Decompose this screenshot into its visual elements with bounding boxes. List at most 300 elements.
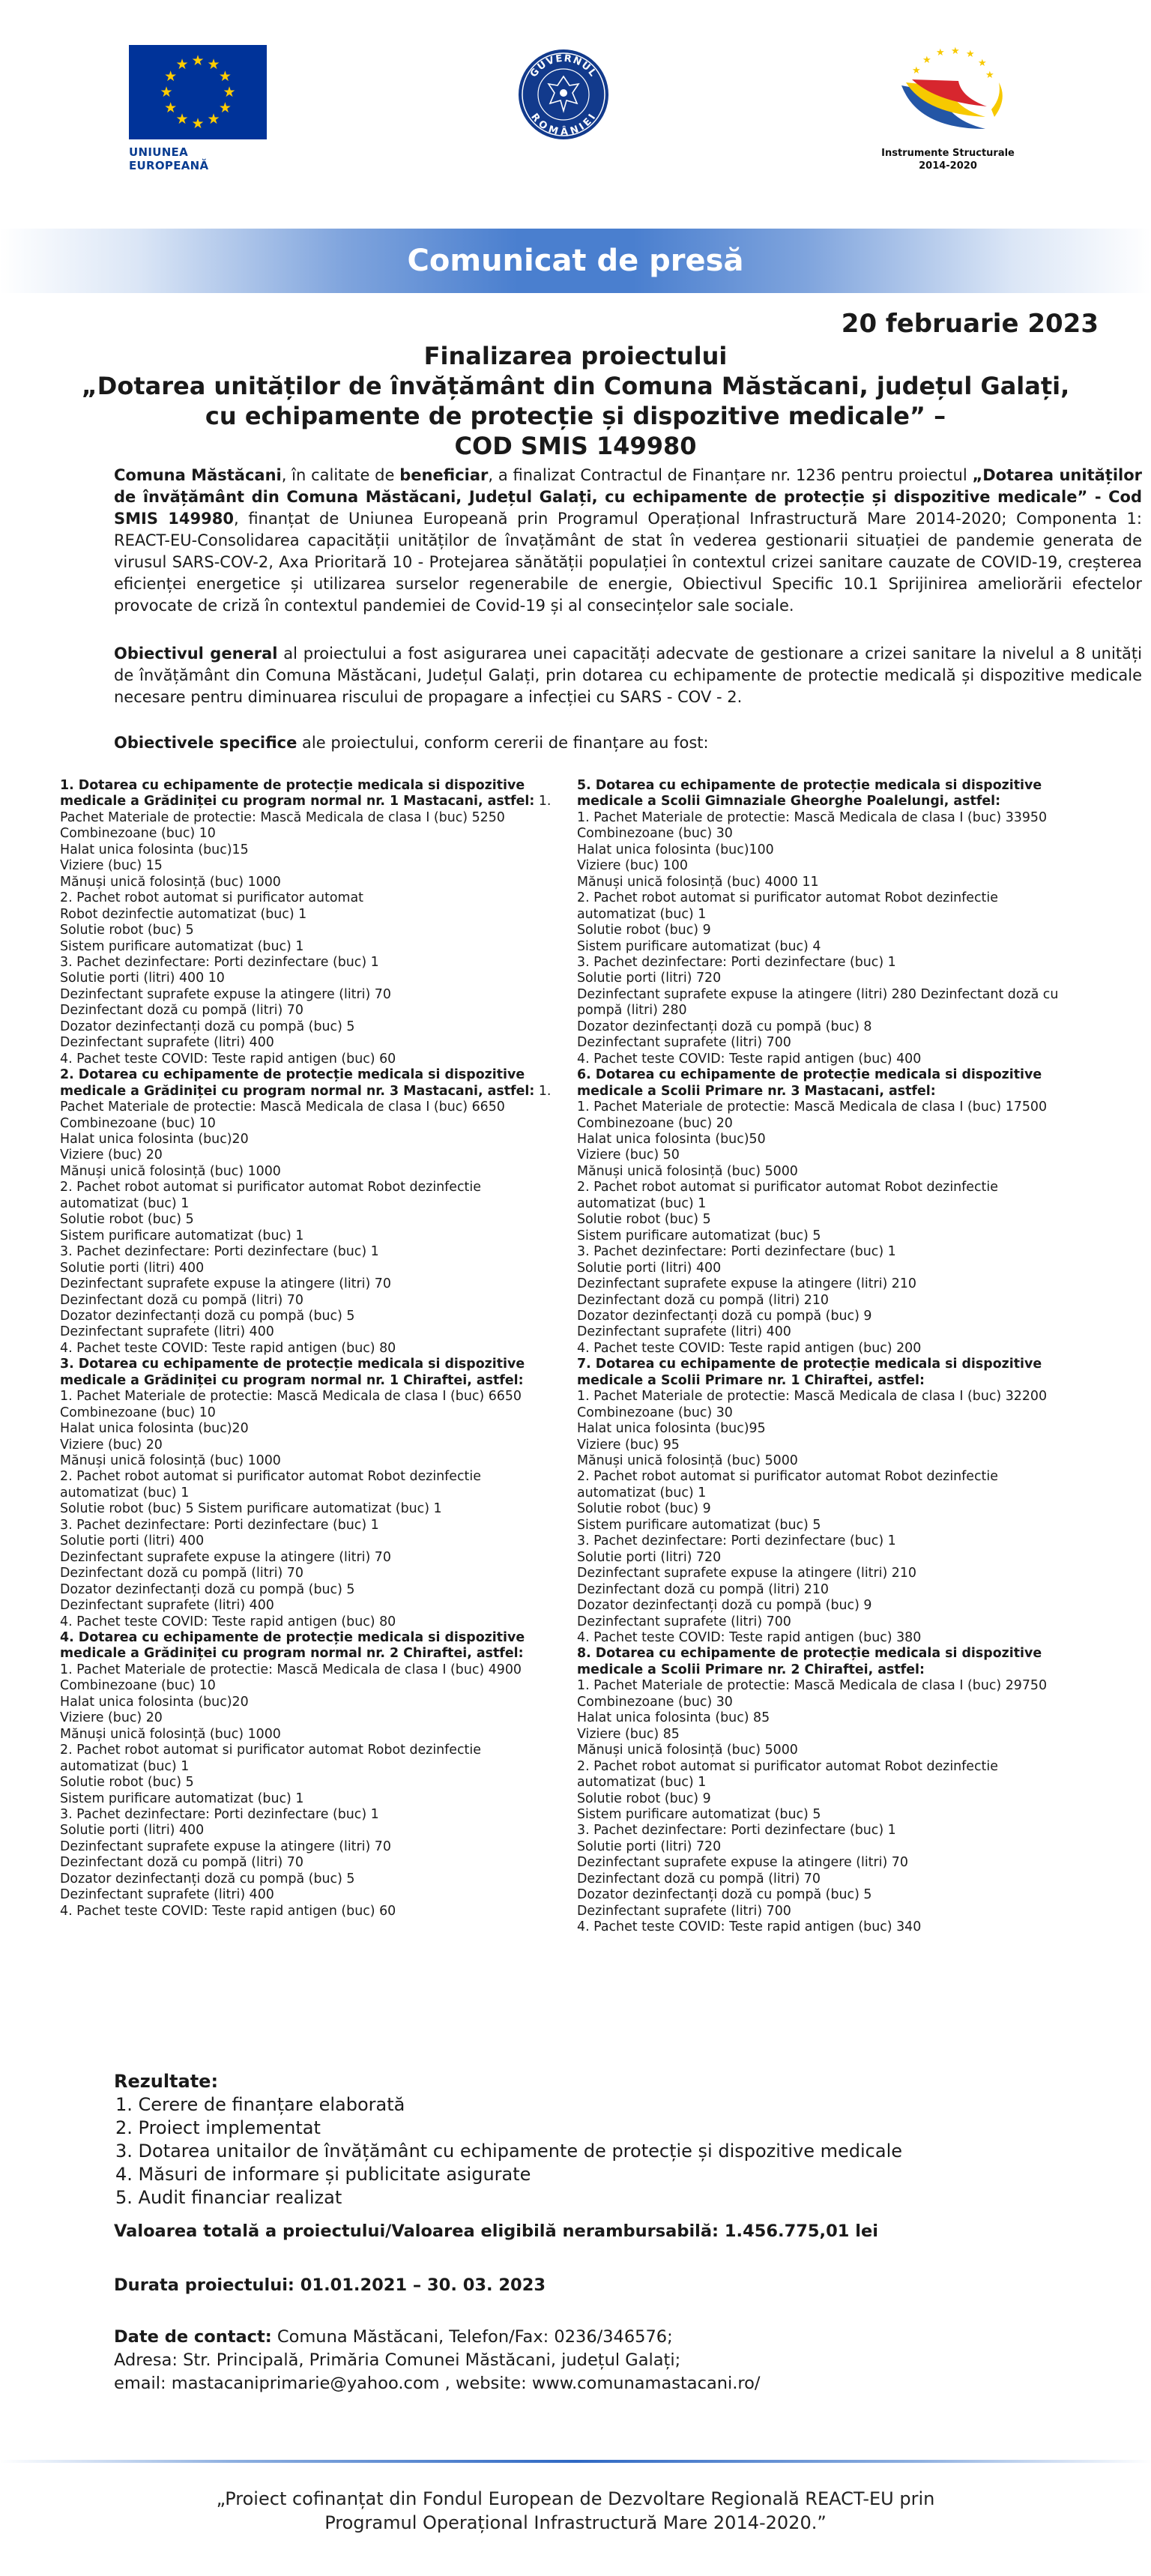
objective-item-text: Dozator dezinfectanți doză cu pompă (buc) 5 <box>60 1308 355 1324</box>
objective-item-text: Sistem purificare automatizat (buc) 1 <box>60 1791 304 1806</box>
objective-item-text: 1. Pachet Materiale de protectie: Mască Medicala de clasa I (buc) 17500 <box>577 1100 1048 1115</box>
objective-item-text: Sistem purificare automatizat (buc) 5 <box>577 1228 821 1243</box>
objective-heading-text: medicale a Grădiniței cu program normal nr. 1 Chiraftei, astfel: <box>60 1372 524 1388</box>
objective-item-text: Solutie robot (buc) 5 <box>577 1212 711 1228</box>
objective-line <box>60 1533 584 1549</box>
document-title <box>75 341 1076 461</box>
objective-line <box>577 939 1102 955</box>
objective-item-text: Dezinfectant doză cu pompă (litri) 70 <box>577 1871 821 1886</box>
objective-line <box>60 1261 584 1276</box>
objective-item-text: Solutie robot (buc) 5 Sistem purificare automatizat (buc) 1 <box>60 1501 442 1517</box>
objective-item-text: automatizat (buc) 1 <box>577 1775 707 1791</box>
objective-item-text: Halat unica folosinta (buc)50 <box>577 1131 766 1147</box>
general-objective-text: al proiectului a fost asigurarea unei capacități adecvate de gestionare a crizei sanitare la nivelul a 8 unități de învățământ din Comuna Măstăcani, Județul Galați, prin dotarea cu echipamente de protectie medicală și dispozitive medicale necesare pentru diminuarea riscului de propagare a infecției cu SARS - COV - 2. <box>114 645 1142 706</box>
objective-line <box>577 1341 1102 1357</box>
objective-line <box>60 875 584 890</box>
objective-line <box>60 1501 584 1517</box>
objective-item-text: 1. Pachet Materiale de protectie: Mască Medicala de clasa I (buc) 32200 <box>577 1389 1048 1405</box>
objective-item-text: Dezinfectant suprafete (litri) 700 <box>577 1035 791 1051</box>
specific-objectives-paragraph <box>114 732 1142 754</box>
objective-item-text: 2. Pachet robot automat si purificator automat Robot dezinfectie <box>577 890 998 906</box>
objective-line <box>577 794 1102 809</box>
objective-item-text: 1. Pachet Materiale de protectie: Mască Medicala de clasa I (buc) 6650 <box>60 1389 522 1405</box>
objective-line <box>577 1084 1102 1100</box>
objective-item-text: 4. Pachet teste COVID: Teste rapid antigen (buc) 340 <box>577 1919 922 1935</box>
objective-heading-text: medicale a Scolii Primare nr. 1 Chiraftei, astfel: <box>577 1372 925 1388</box>
objective-line <box>60 1550 584 1566</box>
objective-item-text: automatizat (buc) 1 <box>60 1195 190 1211</box>
objective-item-text: Viziere (buc) 100 <box>577 858 688 874</box>
objective-item-text: automatizat (buc) 1 <box>577 1195 707 1211</box>
objective-heading-text: 3. Dotarea cu echipamente de protecție medicala si dispozitive <box>60 1357 525 1372</box>
eu-star-icon: ★ <box>175 56 189 73</box>
objective-item-text: 1. <box>534 1083 552 1099</box>
objective-heading-text: 7. Dotarea cu echipamente de protecție medicala si dispozitive <box>577 1357 1042 1372</box>
objective-item-text: Dezinfectant suprafete expuse la atingere (litri) 280 Dezinfectant doză cu <box>577 986 1059 1002</box>
objective-line <box>577 1469 1102 1485</box>
objective-item-text: Mănuși unică folosință (buc) 4000 11 <box>577 874 819 890</box>
objective-line <box>60 1582 584 1598</box>
objective-line <box>60 810 584 826</box>
objective-line <box>577 1791 1102 1807</box>
objective-line <box>577 1630 1102 1646</box>
objective-line <box>60 923 584 938</box>
objective-line <box>577 1164 1102 1180</box>
objective-line <box>60 778 584 794</box>
objective-line <box>60 1035 584 1051</box>
objective-line <box>60 794 584 809</box>
general-objective-label: Obiectivul general <box>114 645 278 663</box>
objective-item-text: automatizat (buc) 1 <box>577 1485 707 1500</box>
objective-line <box>577 1035 1102 1051</box>
objective-line <box>577 1759 1102 1775</box>
objective-line <box>60 987 584 1003</box>
eu-star-icon: ★ <box>191 52 205 69</box>
result-item: 4. Măsuri de informare și publicitate asigurate <box>115 2164 531 2185</box>
objective-item-text: Halat unica folosinta (buc)20 <box>60 1421 249 1437</box>
objective-item-text: 4. Pachet teste COVID: Teste rapid antigen (buc) 400 <box>577 1051 922 1067</box>
objective-line <box>577 1646 1102 1662</box>
objective-line <box>60 1100 584 1115</box>
objective-line <box>577 1261 1102 1276</box>
objective-line <box>60 1630 584 1646</box>
objective-line <box>577 875 1102 890</box>
objective-line <box>577 1518 1102 1533</box>
objective-line <box>577 1662 1102 1678</box>
eu-star-icon: ★ <box>218 99 232 116</box>
objective-item-text: Solutie porti (litri) 400 <box>577 1260 722 1276</box>
objective-item-text: Solutie porti (litri) 400 <box>60 1823 205 1839</box>
objective-line <box>60 1228 584 1244</box>
objective-item-text: Solutie robot (buc) 9 <box>577 1501 711 1517</box>
project-value: Valoarea totală a proiectului/Valoarea eligibilă nerambursabilă: 1.456.775,01 lei <box>114 2221 878 2241</box>
objective-line <box>60 1341 584 1357</box>
objective-line <box>60 1067 584 1083</box>
objective-line <box>577 1373 1102 1389</box>
objective-line <box>577 1438 1102 1453</box>
objective-item-text: pompă (litri) 280 <box>577 1003 687 1019</box>
footer-line-2: Programul Operațional Infrastructură Mare 2014-2020.” <box>324 2512 827 2533</box>
objective-item-text: Dezinfectant doză cu pompă (litri) 210 <box>577 1581 830 1597</box>
objective-item-text: 4. Pachet teste COVID: Teste rapid antigen (buc) 80 <box>60 1614 396 1629</box>
objective-line <box>577 826 1102 842</box>
objective-item-text: Sistem purificare automatizat (buc) 1 <box>60 1228 304 1243</box>
objective-item-text: Halat unica folosinta (buc)100 <box>577 842 774 857</box>
objective-item-text: Halat unica folosinta (buc) 85 <box>577 1710 770 1726</box>
svg-text:★: ★ <box>966 49 975 60</box>
objective-heading-text: medicale a Grădiniței cu program normal nr. 3 Mastacani, astfel: <box>60 1083 535 1099</box>
objective-line <box>577 1324 1102 1340</box>
objective-line <box>60 1212 584 1228</box>
objective-heading-text: 6. Dotarea cu echipamente de protecție medicala si dispozitive <box>577 1067 1042 1083</box>
footer-divider <box>0 2460 1151 2463</box>
objective-line <box>577 1919 1102 1935</box>
svg-text:★: ★ <box>978 58 987 69</box>
objective-line <box>60 1405 584 1421</box>
objective-line <box>60 1678 584 1694</box>
objective-line <box>60 1727 584 1743</box>
objective-line <box>577 1405 1102 1421</box>
objective-item-text: Mănuși unică folosință (buc) 1000 <box>60 1726 281 1742</box>
structural-instruments-logo <box>873 45 1023 172</box>
objective-line <box>60 1084 584 1100</box>
objective-item-text: Dozator dezinfectanți doză cu pompă (buc) 8 <box>577 1019 872 1034</box>
results-heading: Rezultate: <box>114 2071 219 2092</box>
objective-line <box>60 1904 584 1919</box>
objective-item-text: 2. Pachet robot automat si purificator automat Robot dezinfectie <box>60 1743 481 1758</box>
objective-line <box>577 1116 1102 1132</box>
objective-item-text: 4. Pachet teste COVID: Teste rapid antigen (buc) 200 <box>577 1340 922 1356</box>
intro-text-1: , în calitate de <box>281 466 400 484</box>
result-item: 2. Proiect implementat <box>115 2117 321 2138</box>
release-date: 20 februarie 2023 <box>841 309 1099 339</box>
objective-item-text: 3. Pachet dezinfectare: Porti dezinfectare (buc) 1 <box>577 1823 896 1839</box>
objective-item-text: Dozator dezinfectanți doză cu pompă (buc) 9 <box>577 1308 872 1324</box>
objective-line <box>577 842 1102 858</box>
result-item: 5. Audit financiar realizat <box>115 2187 342 2208</box>
footer-line-1: „Proiect cofinanțat din Fondul European de Dezvoltare Regională REACT-EU prin <box>216 2488 935 2509</box>
objective-item-text: Combinezoane (buc) 30 <box>577 1405 733 1420</box>
objective-item-text: Dezinfectant doză cu pompă (litri) 70 <box>60 1855 303 1871</box>
objectives-left-column <box>60 778 584 1919</box>
objective-item-text: Viziere (buc) 85 <box>577 1726 680 1742</box>
objective-item-text: 4. Pachet teste COVID: Teste rapid antigen (buc) 80 <box>60 1340 396 1356</box>
contact-section <box>114 2326 761 2395</box>
objective-line <box>577 1019 1102 1035</box>
objective-line <box>577 890 1102 906</box>
objective-line <box>60 1357 584 1372</box>
result-item: 1. Cerere de finanțare elaborată <box>115 2094 405 2115</box>
contact-address: Adresa: Str. Principală, Primăria Comunei Măstăcani, județul Galați; <box>114 2350 681 2370</box>
objective-line <box>577 1871 1102 1887</box>
svg-text:★: ★ <box>951 46 960 57</box>
objective-item-text: automatizat (buc) 1 <box>60 1758 190 1774</box>
objective-item-text: Solutie robot (buc) 9 <box>577 923 711 938</box>
objective-line <box>577 1598 1102 1614</box>
objective-line <box>577 1228 1102 1244</box>
objectives-right-column <box>577 778 1102 1936</box>
objective-line <box>60 1244 584 1260</box>
objective-heading-text: medicale a Scolii Primare nr. 2 Chiraftei, astfel: <box>577 1662 925 1677</box>
objective-line <box>577 1453 1102 1469</box>
objective-line <box>60 1807 584 1823</box>
objective-line <box>577 1550 1102 1566</box>
objective-item-text: Dezinfectant suprafete expuse la atingere (litri) 70 <box>60 1839 391 1854</box>
eu-star-icon: ★ <box>223 83 236 100</box>
objective-item-text: Solutie porti (litri) 400 <box>60 1260 205 1276</box>
objective-line <box>60 1566 584 1581</box>
objective-line <box>577 1533 1102 1549</box>
objective-item-text: 1. Pachet Materiale de protectie: Mască Medicala de clasa I (buc) 33950 <box>577 809 1048 825</box>
objective-line <box>60 1855 584 1871</box>
objective-item-text: automatizat (buc) 1 <box>60 1485 190 1500</box>
objective-item-text: Halat unica folosinta (buc)95 <box>577 1421 766 1437</box>
svg-text:★: ★ <box>912 65 921 76</box>
objective-line <box>60 1421 584 1437</box>
objective-item-text: Sistem purificare automatizat (buc) 1 <box>60 938 304 954</box>
objective-line <box>60 1791 584 1807</box>
svg-text:★: ★ <box>985 70 994 81</box>
objective-line <box>577 1293 1102 1309</box>
objective-item-text: Robot dezinfectie automatizat (buc) 1 <box>60 906 307 922</box>
objective-item-text: 2. Pachet robot automat si purificator automat Robot dezinfectie <box>577 1758 998 1774</box>
objective-item-text: 2. Pachet robot automat si purificator automat Robot dezinfectie <box>60 1469 481 1485</box>
intro-text-3: , finanțat de Uniunea Europeană prin Programul Operațional Infrastructură Mare 2014-2020; Componenta 1: REACT-EU-Consolidarea capacității unităților de învațământ de stat în vederea gestionarii situației de pandemie generata de virusul SARS-COV-2, Axa Prioritară 10 - Protejarea sănătății populației în contextul crizei sanitare cauzate de COVID-19, creșterea eficienței energetice și utilizarea surselor regenerabile de energie, Obiectivul Specific 10.1 Sprijinirea ameliorării efectelor provocate de criză în contextul pandemiei de Covid-19 și al consecințelor sale sociale. <box>114 510 1142 615</box>
objective-item-text: Dozator dezinfectanți doză cu pompă (buc) 5 <box>60 1581 355 1597</box>
objective-line <box>60 1710 584 1726</box>
objective-line <box>577 1357 1102 1372</box>
objective-item-text: Dezinfectant suprafete (litri) 400 <box>60 1324 274 1340</box>
objective-line <box>60 1003 584 1019</box>
svg-text:★: ★ <box>922 55 931 66</box>
objective-item-text: Combinezoane (buc) 10 <box>60 826 216 842</box>
objective-item-text: Solutie robot (buc) 5 <box>60 1212 194 1228</box>
objective-line <box>60 1293 584 1309</box>
objective-line <box>577 1147 1102 1163</box>
objective-line <box>577 1421 1102 1437</box>
contact-label: Date de contact: <box>114 2327 272 2347</box>
title-line-4: COD SMIS 149980 <box>454 432 697 460</box>
objective-line <box>60 1871 584 1887</box>
objective-line <box>577 1839 1102 1855</box>
objective-item-text: Dezinfectant suprafete (litri) 700 <box>577 1614 791 1629</box>
gov-text-bottom: ROMÂNIEI <box>528 111 599 139</box>
objective-item-text: 2. Pachet robot automat si purificator automat <box>60 890 363 906</box>
objective-item-text: 4. Pachet teste COVID: Teste rapid antigen (buc) 380 <box>577 1630 922 1646</box>
objective-item-text: Dezinfectant suprafete expuse la atingere (litri) 70 <box>577 1855 908 1871</box>
objective-line <box>60 1695 584 1710</box>
objective-line <box>577 1309 1102 1324</box>
objective-item-text: 1. <box>534 794 552 809</box>
objective-line <box>577 1100 1102 1115</box>
title-line-1: Finalizarea proiectului <box>423 342 728 370</box>
svg-text:★: ★ <box>936 47 945 58</box>
objective-line <box>60 1276 584 1292</box>
objective-item-text: automatizat (buc) 1 <box>577 906 707 922</box>
objective-line <box>577 1501 1102 1517</box>
objective-line <box>577 923 1102 938</box>
objective-line <box>577 1775 1102 1791</box>
contact-line-1: Comuna Măstăcani, Telefon/Fax: 0236/346576; <box>271 2327 673 2347</box>
objective-line <box>577 778 1102 794</box>
objective-line <box>60 1309 584 1324</box>
objective-line <box>60 955 584 971</box>
objective-line <box>60 1743 584 1758</box>
objective-line <box>60 1132 584 1147</box>
objective-line <box>577 971 1102 986</box>
objective-line <box>577 1244 1102 1260</box>
objective-item-text: Viziere (buc) 20 <box>60 1710 163 1726</box>
objective-line <box>60 1485 584 1501</box>
objective-line <box>60 1839 584 1855</box>
structural-instruments-mark-icon <box>873 45 1023 144</box>
objective-item-text: Halat unica folosinta (buc)20 <box>60 1694 249 1710</box>
objective-item-text: Solutie robot (buc) 5 <box>60 923 194 938</box>
press-release-banner <box>0 229 1151 293</box>
objective-item-text: Solutie porti (litri) 720 <box>577 971 722 986</box>
objective-line <box>577 1003 1102 1019</box>
objective-line <box>577 1389 1102 1405</box>
objective-line <box>577 1566 1102 1581</box>
objective-heading-text: 5. Dotarea cu echipamente de protecție medicala si dispozitive <box>577 778 1042 793</box>
title-line-2: „Dotarea unităților de învățământ din Comuna Măstăcani, județul Galați, <box>81 372 1070 400</box>
objective-item-text: Solutie porti (litri) 400 10 <box>60 971 225 986</box>
objective-line <box>60 1438 584 1453</box>
objective-line <box>577 1710 1102 1726</box>
objective-line <box>60 1823 584 1839</box>
objective-item-text: Dezinfectant suprafete expuse la atingere (litri) 210 <box>577 1276 916 1292</box>
objective-heading-text: 4. Dotarea cu echipamente de protecție medicala si dispozitive <box>60 1630 525 1646</box>
objective-item-text: 3. Pachet dezinfectare: Porti dezinfectare (buc) 1 <box>60 954 379 970</box>
objective-item-text: 3. Pachet dezinfectare: Porti dezinfectare (buc) 1 <box>60 1244 379 1260</box>
objective-item-text: Halat unica folosinta (buc)20 <box>60 1131 249 1147</box>
objective-heading-text: medicale a Grădiniței cu program normal nr. 2 Chiraftei, astfel: <box>60 1646 524 1662</box>
general-objective-paragraph <box>114 643 1142 708</box>
objective-item-text: Solutie robot (buc) 5 <box>60 1775 194 1791</box>
objective-item-text: Pachet Materiale de protectie: Mască Medicala de clasa I (buc) 5250 <box>60 809 505 825</box>
results-section <box>114 2070 902 2209</box>
objective-line <box>60 1196 584 1212</box>
objective-item-text: Solutie porti (litri) 720 <box>577 1549 722 1565</box>
objective-line <box>60 1469 584 1485</box>
objective-line <box>60 1180 584 1195</box>
beneficiary-role: beneficiar <box>399 466 489 484</box>
objective-heading-text: 8. Dotarea cu echipamente de protecție medicala si dispozitive <box>577 1646 1042 1662</box>
objective-item-text: Combinezoane (buc) 10 <box>60 1115 216 1131</box>
objective-line <box>60 1759 584 1775</box>
objective-item-text: 2. Pachet robot automat si purificator automat Robot dezinfectie <box>60 1180 481 1195</box>
gov-text-top: GUVERNUL <box>528 52 599 80</box>
objective-line <box>60 858 584 874</box>
intro-paragraph <box>114 465 1142 617</box>
objective-heading-text: medicale a Scolii Primare nr. 3 Mastacani, astfel: <box>577 1083 936 1099</box>
objective-line <box>577 1807 1102 1823</box>
romanian-government-logo-icon <box>517 48 610 141</box>
objective-line <box>60 939 584 955</box>
objective-item-text: 2. Pachet robot automat si purificator automat Robot dezinfectie <box>577 1180 998 1195</box>
objective-item-text: 3. Pachet dezinfectare: Porti dezinfectare (buc) 1 <box>60 1517 379 1533</box>
eu-star-icon: ★ <box>207 110 220 127</box>
objective-line <box>577 1904 1102 1919</box>
objective-line <box>60 826 584 842</box>
objective-item-text: Mănuși unică folosință (buc) 5000 <box>577 1453 798 1469</box>
objective-line <box>60 1662 584 1678</box>
objective-line <box>577 1727 1102 1743</box>
objective-line <box>577 1212 1102 1228</box>
objective-item-text: 1. Pachet Materiale de protectie: Mască Medicala de clasa I (buc) 29750 <box>577 1678 1048 1694</box>
objective-item-text: 3. Pachet dezinfectare: Porti dezinfectare (buc) 1 <box>60 1807 379 1822</box>
objective-line <box>577 955 1102 971</box>
objective-item-text: Viziere (buc) 20 <box>60 1147 163 1163</box>
objective-heading-text: medicale a Scolii Gimnaziale Gheorghe Poalelungi, astfel: <box>577 794 1001 809</box>
objective-line <box>60 890 584 906</box>
eu-star-icon: ★ <box>164 67 178 85</box>
objective-item-text: 4. Pachet teste COVID: Teste rapid antigen (buc) 60 <box>60 1903 396 1919</box>
eu-label: UNIUNEA EUROPEANĂ <box>129 145 209 172</box>
objective-line <box>60 1887 584 1903</box>
objective-item-text: Sistem purificare automatizat (buc) 5 <box>577 1517 821 1533</box>
objective-item-text: Mănuși unică folosință (buc) 5000 <box>577 1743 798 1758</box>
objective-item-text: Dezinfectant suprafete (litri) 700 <box>577 1903 791 1919</box>
eu-star-icon: ★ <box>191 115 205 132</box>
logo-bar <box>0 45 1151 172</box>
objective-item-text: Dezinfectant suprafete expuse la atingere (litri) 70 <box>60 986 391 1002</box>
eu-star-icon: ★ <box>164 99 178 116</box>
contact-email-website: email: mastacaniprimarie@yahoo.com , website: www.comunamastacani.ro/ <box>114 2374 761 2393</box>
objective-line <box>577 907 1102 923</box>
eu-logo <box>129 45 267 172</box>
objective-item-text: Solutie porti (litri) 400 <box>60 1533 205 1549</box>
objective-line <box>60 1598 584 1614</box>
objective-line <box>577 1887 1102 1903</box>
eu-star-icon: ★ <box>175 110 189 127</box>
beneficiary-name: Comuna Măstăcani <box>114 466 282 484</box>
objective-item-text: Solutie porti (litri) 720 <box>577 1839 722 1854</box>
objective-line <box>60 1324 584 1340</box>
objective-item-text: Combinezoane (buc) 10 <box>60 1405 216 1420</box>
objective-line <box>577 1614 1102 1630</box>
objective-item-text: Sistem purificare automatizat (buc) 4 <box>577 938 821 954</box>
objective-heading-text: 2. Dotarea cu echipamente de protecție medicala si dispozitive <box>60 1067 525 1083</box>
objective-item-text: Dezinfectant suprafete (litri) 400 <box>60 1035 274 1051</box>
objective-item-text: Solutie robot (buc) 9 <box>577 1791 711 1806</box>
objective-item-text: Dezinfectant doză cu pompă (litri) 70 <box>60 1292 303 1308</box>
objective-line <box>60 1052 584 1067</box>
objective-item-text: Combinezoane (buc) 20 <box>577 1115 733 1131</box>
banner-title: Comunicat de presă <box>407 244 744 278</box>
objective-line <box>577 1276 1102 1292</box>
objective-line <box>60 1518 584 1533</box>
objective-heading-text: medicale a Grădiniței cu program normal nr. 1 Mastacani, astfel: <box>60 794 535 809</box>
eu-star-icon: ★ <box>207 56 220 73</box>
objective-item-text: Dezinfectant doză cu pompă (litri) 210 <box>577 1292 830 1308</box>
objective-line <box>577 1743 1102 1758</box>
objective-item-text: Viziere (buc) 20 <box>60 1437 163 1453</box>
objective-item-text: 4. Pachet teste COVID: Teste rapid antigen (buc) 60 <box>60 1051 396 1067</box>
objective-item-text: Sistem purificare automatizat (buc) 5 <box>577 1807 821 1822</box>
objective-line <box>60 1373 584 1389</box>
objective-item-text: Mănuși unică folosință (buc) 1000 <box>60 1453 281 1469</box>
objective-item-text: Mănuși unică folosință (buc) 1000 <box>60 874 281 890</box>
objective-line <box>577 1052 1102 1067</box>
objective-line <box>60 907 584 923</box>
objective-line <box>60 1019 584 1035</box>
objective-item-text: Mănuși unică folosință (buc) 5000 <box>577 1163 798 1179</box>
objective-item-text: Dezinfectant doză cu pompă (litri) 70 <box>60 1566 303 1581</box>
objective-item-text: Dezinfectant suprafete expuse la atingere (litri) 70 <box>60 1549 391 1565</box>
objective-heading-text: 1. Dotarea cu echipamente de protecție medicala si dispozitive <box>60 778 525 793</box>
objective-line <box>60 1389 584 1405</box>
